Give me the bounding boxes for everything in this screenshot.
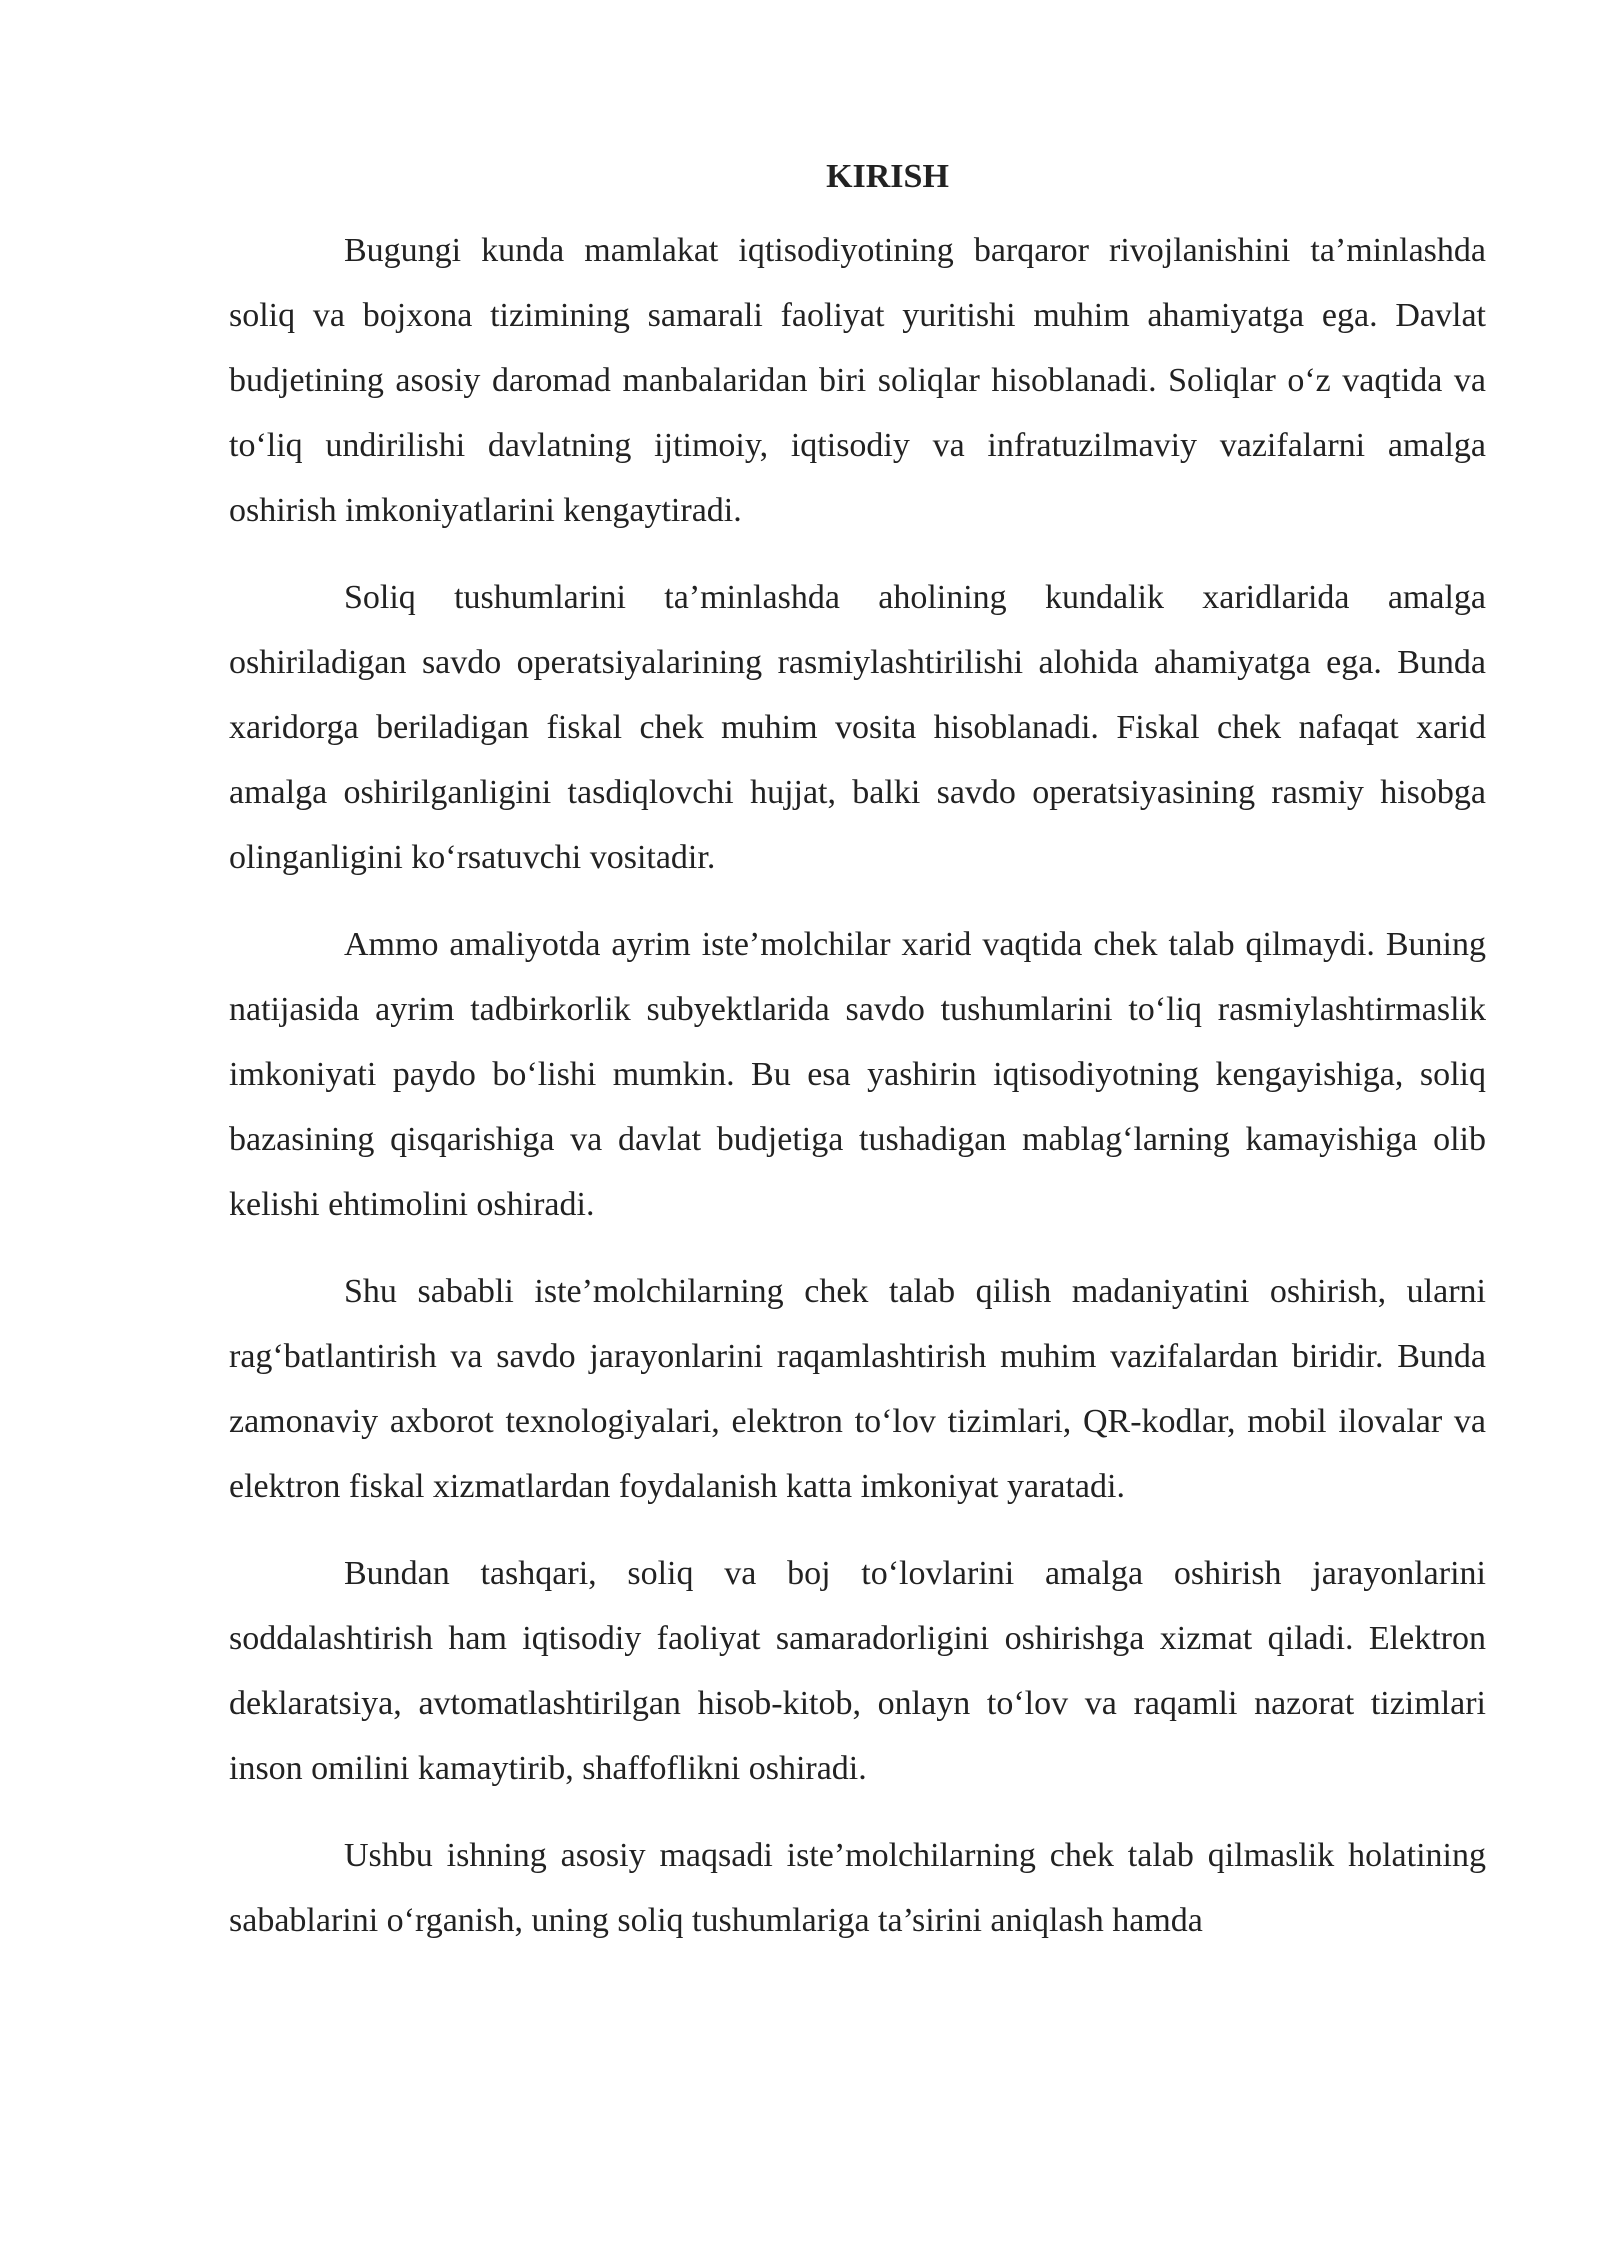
document-body	[229, 150, 1486, 1975]
paragraph-2: Soliq tushumlarini ta’minlashda aholining kundalik xaridlarida amalga oshiriladigan savdo operatsiyalarining rasmiylashtirilishi alohida ahamiyatga ega. Bunda xaridorga beriladigan fiskal chek muhim vosita hisoblanadi. Fiskal chek nafaqat xarid amalga oshirilganligini tasdiqlovchi hujjat, balki savdo operatsiyasining rasmiy hisobga olinganligini ko‘rsatuvchi vositadir.	[229, 579, 1486, 876]
paragraph-5: Bundan tashqari, soliq va boj to‘lovlarini amalga oshirish jarayonlarini soddalashtirish ham iqtisodiy faoliyat samaradorligini oshirishga xizmat qiladi. Elektron deklaratsiya, avtomatlashtirilgan hisob-kitob, onlayn to‘lov va raqamli nazorat tizimlari inson omilini kamaytirib, shaffoflikni oshiradi.	[229, 1555, 1486, 1787]
paragraph-1: Bugungi kunda mamlakat iqtisodiyotining barqaror rivojlanishini ta’minlashda soliq va bojxona tizimining samarali faoliyat yuritishi muhim ahamiyatga ega. Davlat budjetining asosiy daromad manbalaridan biri soliqlar hisoblanadi. Soliqlar o‘z vaqtida va to‘liq undirilishi davlatning ijtimoiy, iqtisodiy va infratuzilmaviy vazifalarni amalga oshirish imkoniyatlarini kengaytiradi.	[229, 232, 1486, 529]
paragraph-3: Ammo amaliyotda ayrim iste’molchilar xarid vaqtida chek talab qilmaydi. Buning natijasida ayrim tadbirkorlik subyektlarida savdo tushumlarini to‘liq rasmiylashtirmaslik imkoniyati paydo bo‘lishi mumkin. Bu esa yashirin iqtisodiyotning kengayishiga, soliq bazasining qisqarishiga va davlat budjetiga tushadigan mablag‘larning kamayishiga olib kelishi ehtimolini oshiradi.	[229, 926, 1486, 1223]
section-title: KIRISH	[826, 158, 949, 195]
paragraph-6: Ushbu ishning asosiy maqsadi iste’molchilarning chek talab qilmaslik holatining sabablarini o‘rganish, uning soliq tushumlariga ta’sirini aniqlash hamda	[229, 1837, 1486, 1939]
paragraph-4: Shu sababli iste’molchilarning chek talab qilish madaniyatini oshirish, ularni rag‘batlantirish va savdo jarayonlarini raqamlashtirish muhim vazifalardan biridir. Bunda zamonaviy axborot texnologiyalari, elektron to‘lov tizimlari, QR-kodlar, mobil ilovalar va elektron fiskal xizmatlardan foydalanish katta imkoniyat yaratadi.	[229, 1273, 1486, 1505]
